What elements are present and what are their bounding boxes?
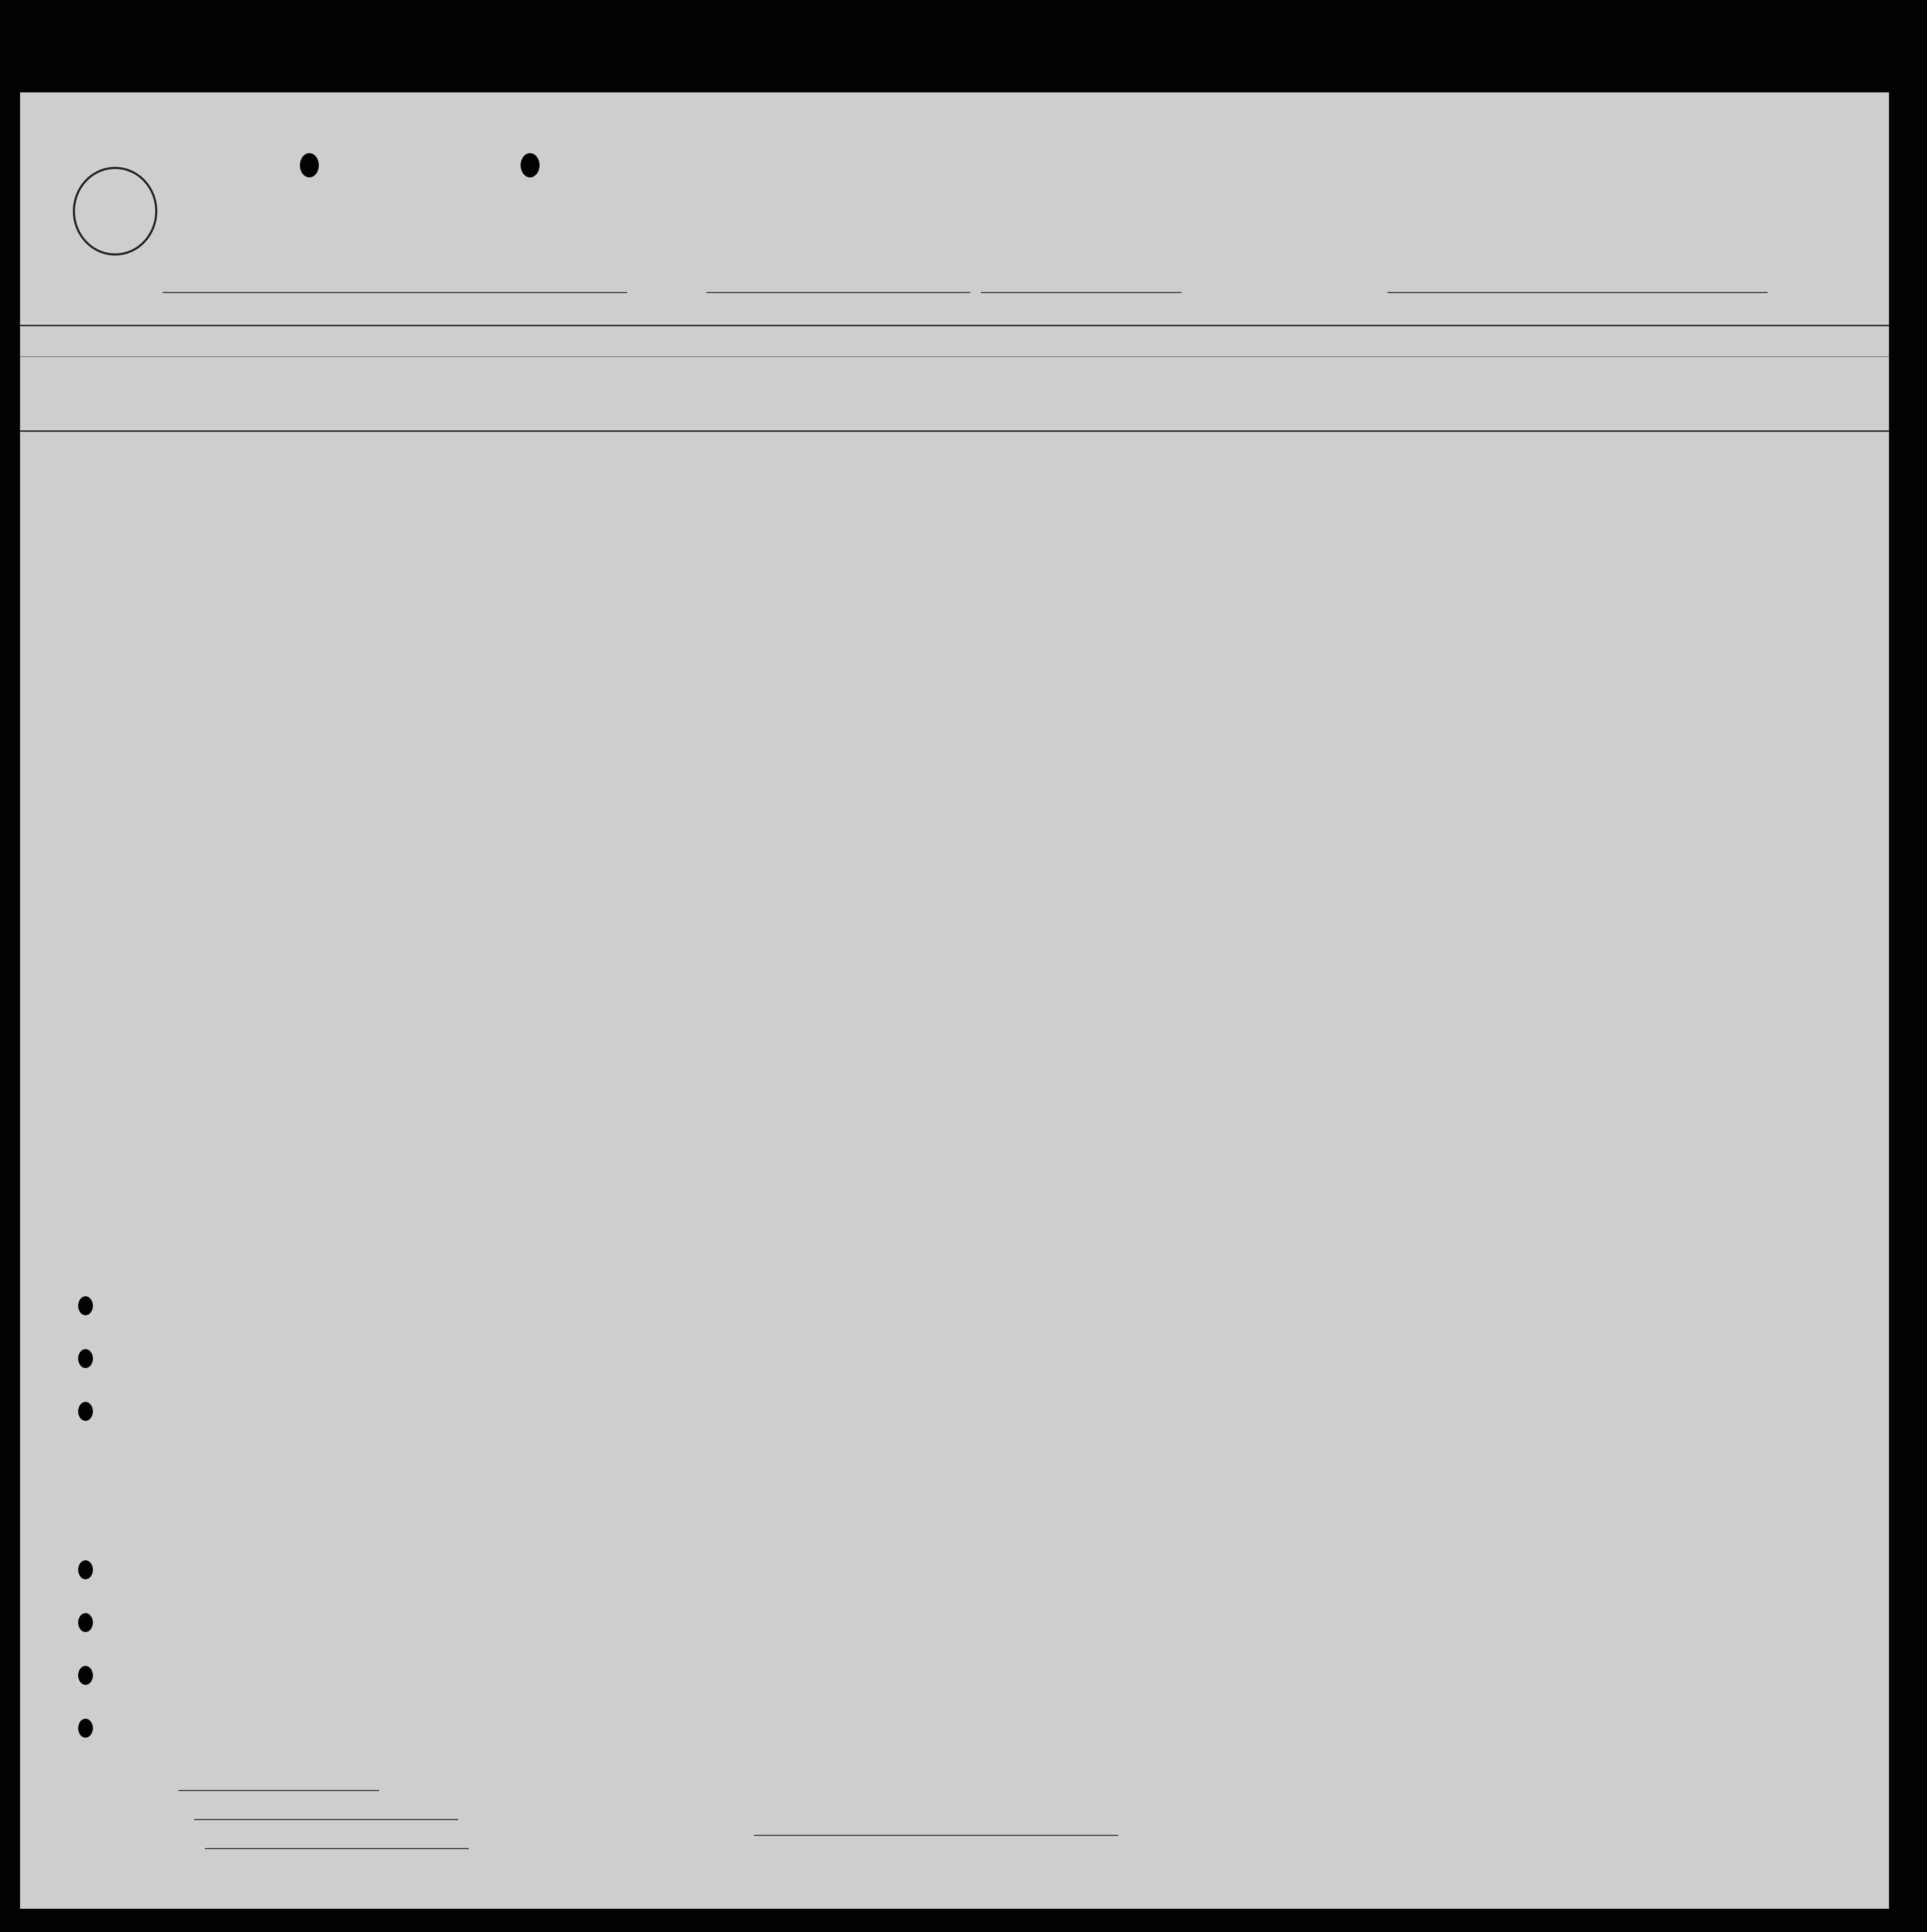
punch-hole [78,1666,93,1685]
vessel-line [83,272,1762,298]
punch-hole [521,153,540,177]
crew-table [20,325,1889,1840]
punch-hole [78,1719,93,1738]
punch-hole [300,153,319,177]
punch-hole [78,1613,93,1632]
punch-hole [78,1402,93,1421]
punch-hole [78,1349,93,1368]
punch-hole [78,1296,93,1315]
manifest-sheet [20,92,1889,1909]
punch-hole [78,1560,93,1579]
circled-number [68,161,163,256]
circle-mark-icon [68,161,163,256]
